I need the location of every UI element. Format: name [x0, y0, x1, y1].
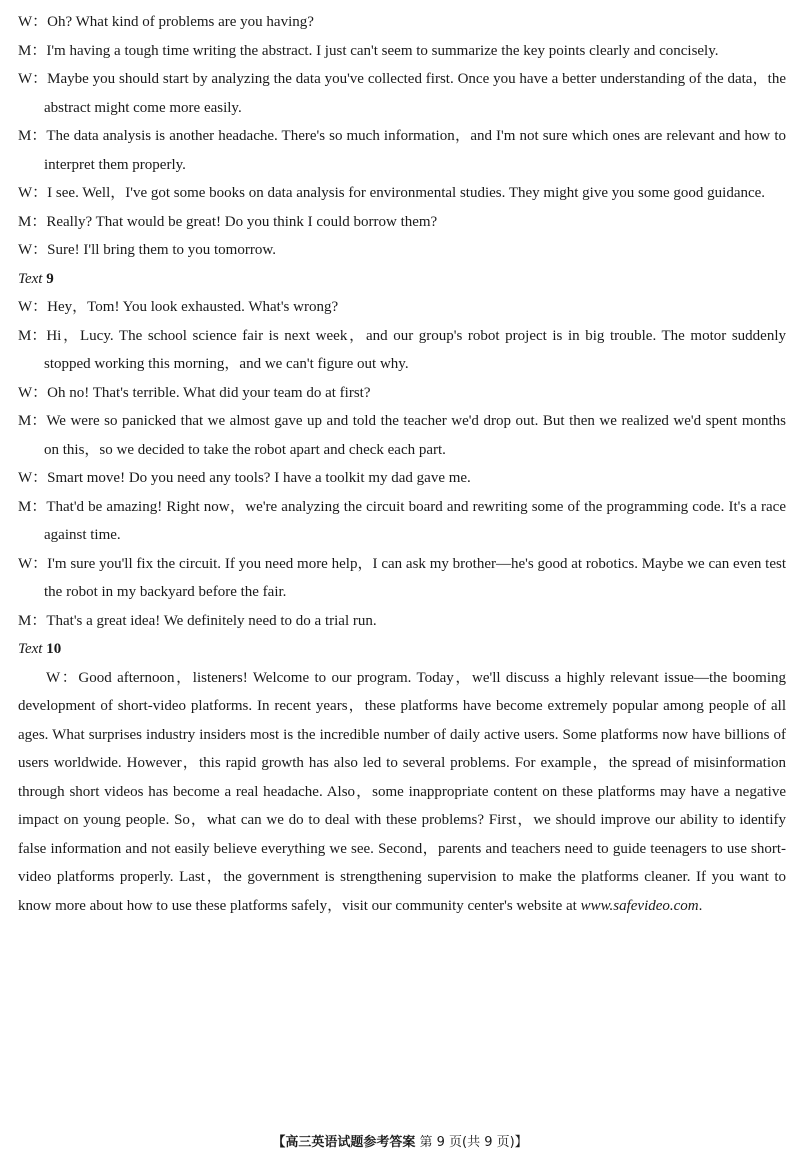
speaker-label: W：	[18, 555, 48, 572]
dialog-line	[18, 122, 786, 179]
section-label: Text	[18, 641, 43, 657]
dialog-line	[18, 379, 786, 408]
monologue-text-10	[18, 664, 786, 921]
speaker-label: M：	[18, 413, 47, 429]
footer-page-number: 第 9 页(共 9 页)】	[419, 1135, 528, 1150]
speaker-label: W：	[18, 470, 48, 486]
dialog-text: The data analysis is another headache. There's so much information，and I'm not sure which ones are relevant and how to interpret them properly.	[44, 128, 786, 173]
dialog-line	[18, 493, 786, 550]
footer-title: 【高三英语试题参考答案	[272, 1135, 416, 1150]
closing-period: .	[698, 897, 703, 914]
dialog-text: Maybe you should start by analyzing the data you've collected first. Once you have a better understanding of the data，the abstract might come more easily.	[44, 71, 786, 116]
speaker-label: W：	[18, 299, 48, 315]
dialog-line	[18, 607, 786, 636]
dialog-line	[18, 37, 786, 66]
speaker-label: W：	[18, 14, 48, 30]
dialog-text: Oh no! That's terrible. What did your team do at first?	[47, 384, 371, 401]
speaker-label: W：	[18, 242, 48, 258]
dialog-continuation	[18, 8, 786, 265]
page-content	[18, 8, 786, 920]
section-label: Text	[18, 270, 43, 287]
speaker-label: W：	[18, 71, 48, 87]
dialog-text: Hey，Tom! You look exhausted. What's wrong?	[47, 299, 339, 315]
dialog-text: I'm having a tough time writing the abstract. I just can't seem to summarize the key points clearly and concisely.	[46, 42, 719, 59]
website-url: www.safevideo.com	[580, 897, 699, 914]
dialog-text: We were so panicked that we almost gave up and told the teacher we'd drop out. But then we realized we'd spent months on this，so we decided to take the robot apart and check each part.	[44, 413, 786, 458]
speaker-label: W：	[18, 384, 48, 401]
dialog-text: Oh? What kind of problems are you having?	[47, 14, 314, 30]
speaker-label: M：	[18, 612, 47, 629]
page-footer	[0, 1134, 800, 1152]
speaker-label: M：	[18, 213, 47, 230]
dialog-line	[18, 208, 786, 237]
speaker-label: W：	[18, 185, 48, 201]
dialog-line	[18, 322, 786, 379]
speaker-label: M：	[18, 128, 47, 144]
dialog-line	[18, 236, 786, 265]
dialog-text: Hi，Lucy. The school science fair is next week，and our group's robot project is in big trouble. The motor suddenly stopped working this morning，and we can't figure out why.	[44, 327, 786, 372]
section-number: 10	[46, 641, 62, 657]
dialog-text: That'd be amazing! Right now，we're analyzing the circuit board and rewriting some of the programming code. It's a race against time.	[44, 498, 786, 543]
speaker-label: M：	[18, 498, 47, 515]
section-heading-text-9	[18, 265, 786, 294]
dialog-line	[18, 8, 786, 37]
dialog-line	[18, 550, 786, 607]
speaker-label: W：	[46, 669, 79, 686]
dialog-text: I see. Well，I've got some books on data analysis for environmental studies. They might give you some good guidance.	[47, 185, 766, 201]
dialog-text: Smart move! Do you need any tools? I have a toolkit my dad gave me.	[47, 470, 471, 486]
dialog-line	[18, 407, 786, 464]
monologue-body: Good afternoon，listeners! Welcome to our program. Today，we'll discuss a highly relevant issue—the booming development of short-video platforms. In recent years，these platforms have become extremely popular among people of all ages. What surprises industry insiders most is the incredible number of daily active users. Some platforms now have billions of users worldwide. However，this rapid growth has also led to several problems. For example，the spread of misinformation through short videos has become a real headache. Also，some inappropriate content on these platforms may have a negative impact on young people. So，what can we do to deal with these problems? First，we should improve our ability to identify false information and not easily believe everything we see. Second，parents and teachers need to guide teenagers to use short-video platforms properly. Last，the government is strengthening supervision to make the platforms cleaner. If you want to know more about how to use these platforms safely，visit our community center's website at	[18, 669, 786, 914]
dialog-text: Really? That would be great! Do you think I could borrow them?	[46, 213, 438, 230]
speaker-label: M：	[18, 327, 47, 344]
dialog-line	[18, 293, 786, 322]
dialog-line	[18, 464, 786, 493]
dialog-text: That's a great idea! We definitely need to do a trial run.	[46, 612, 377, 629]
dialog-text-9	[18, 293, 786, 635]
section-number: 9	[46, 270, 54, 287]
dialog-line	[18, 65, 786, 122]
dialog-line	[18, 179, 786, 208]
speaker-label: M：	[18, 42, 47, 59]
section-heading-text-10	[18, 635, 786, 664]
dialog-text: Sure! I'll bring them to you tomorrow.	[47, 242, 276, 258]
dialog-text: I'm sure you'll fix the circuit. If you need more help，I can ask my brother—he's good at robotics. Maybe we can even test the robot in my backyard before the fair.	[44, 555, 786, 600]
